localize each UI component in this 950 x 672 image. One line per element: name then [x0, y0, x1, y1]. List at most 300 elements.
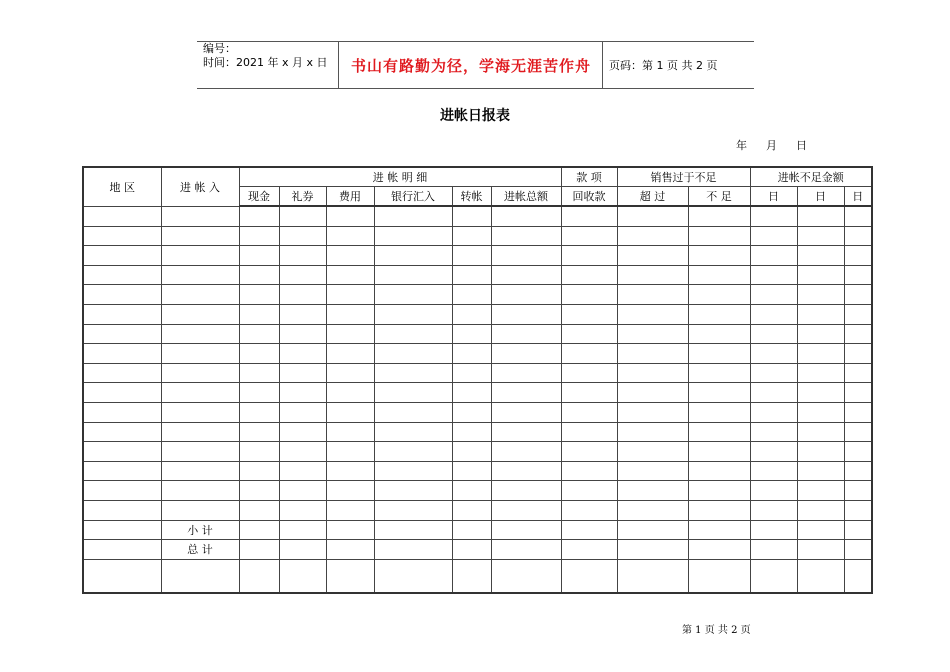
table-row: [83, 344, 872, 364]
table-cell[interactable]: [561, 285, 617, 305]
table-cell[interactable]: [326, 344, 374, 364]
table-cell[interactable]: [239, 206, 279, 226]
table-cell[interactable]: [83, 442, 161, 462]
table-cell[interactable]: [844, 422, 872, 442]
table-cell[interactable]: [750, 422, 797, 442]
table-cell[interactable]: [750, 285, 797, 305]
table-cell[interactable]: [561, 402, 617, 422]
table-cell[interactable]: [326, 540, 374, 560]
table-cell[interactable]: [452, 481, 491, 501]
table-cell[interactable]: [279, 304, 326, 324]
table-cell[interactable]: [452, 383, 491, 403]
col-expense: 费用: [326, 187, 374, 207]
date-month: 月: [766, 139, 777, 152]
table-cell[interactable]: [750, 442, 797, 462]
table-cell[interactable]: [374, 226, 452, 246]
table-cell[interactable]: [797, 206, 844, 226]
table-cell[interactable]: [617, 383, 688, 403]
table-row: [83, 324, 872, 344]
table-cell[interactable]: [452, 285, 491, 305]
table-cell[interactable]: [452, 500, 491, 520]
table-cell[interactable]: [750, 265, 797, 285]
table-cell[interactable]: [561, 461, 617, 481]
table-cell[interactable]: [844, 265, 872, 285]
table-cell[interactable]: [688, 402, 750, 422]
table-cell[interactable]: [688, 383, 750, 403]
table-cell[interactable]: [326, 520, 374, 540]
table-cell[interactable]: [491, 540, 561, 560]
table-cell[interactable]: [797, 540, 844, 560]
table-cell[interactable]: [374, 206, 452, 226]
table-cell[interactable]: [239, 304, 279, 324]
table-cell[interactable]: [279, 324, 326, 344]
table-cell[interactable]: [750, 344, 797, 364]
table-cell[interactable]: [326, 481, 374, 501]
table-cell[interactable]: [279, 402, 326, 422]
table-cell[interactable]: [374, 500, 452, 520]
table-cell[interactable]: [161, 246, 239, 266]
table-cell[interactable]: [617, 344, 688, 364]
table-cell[interactable]: [797, 265, 844, 285]
table-cell[interactable]: [750, 481, 797, 501]
table-cell[interactable]: [617, 540, 688, 560]
table-cell[interactable]: [326, 363, 374, 383]
table-cell[interactable]: [750, 363, 797, 383]
header-bottom-rule: [197, 88, 754, 89]
table-cell[interactable]: [750, 559, 797, 593]
col-collection: 回收款: [561, 187, 617, 207]
col-bank: 银行汇入: [374, 187, 452, 207]
page-info: 页码：第 1 页 共 2 页: [609, 59, 718, 72]
table-cell[interactable]: [452, 304, 491, 324]
col-coupon: 礼券: [279, 187, 326, 207]
table-cell[interactable]: [561, 246, 617, 266]
table-cell[interactable]: [374, 540, 452, 560]
table-cell[interactable]: [239, 226, 279, 246]
table-cell[interactable]: [491, 500, 561, 520]
table-cell[interactable]: [561, 422, 617, 442]
table-cell[interactable]: [83, 461, 161, 481]
table-cell[interactable]: [326, 226, 374, 246]
table-cell[interactable]: [797, 520, 844, 540]
col-total: 进帐总额: [491, 187, 561, 207]
table-cell[interactable]: [844, 304, 872, 324]
table-cell[interactable]: [617, 402, 688, 422]
table-cell[interactable]: [797, 304, 844, 324]
table-cell[interactable]: [239, 422, 279, 442]
table-cell[interactable]: [491, 304, 561, 324]
table-cell[interactable]: [617, 461, 688, 481]
table-cell[interactable]: [797, 500, 844, 520]
table-cell[interactable]: [797, 246, 844, 266]
table-cell[interactable]: [279, 226, 326, 246]
table-cell[interactable]: [161, 500, 239, 520]
table-cell[interactable]: [561, 226, 617, 246]
table-cell[interactable]: [688, 265, 750, 285]
table-cell[interactable]: [491, 246, 561, 266]
table-cell[interactable]: [688, 324, 750, 344]
table-cell[interactable]: [844, 324, 872, 344]
table-cell[interactable]: [452, 226, 491, 246]
table-cell[interactable]: [239, 265, 279, 285]
table-cell[interactable]: [279, 559, 326, 593]
table-row: [83, 206, 872, 226]
table-cell[interactable]: [561, 324, 617, 344]
table-cell[interactable]: [491, 422, 561, 442]
table-cell[interactable]: [561, 481, 617, 501]
table-row: [83, 285, 872, 305]
table-cell[interactable]: [83, 324, 161, 344]
table-cell[interactable]: [83, 422, 161, 442]
date-year: 年: [736, 139, 747, 152]
table-cell[interactable]: [688, 206, 750, 226]
table-cell[interactable]: [491, 344, 561, 364]
table-cell[interactable]: [239, 363, 279, 383]
table-cell[interactable]: [326, 402, 374, 422]
table-cell[interactable]: [374, 559, 452, 593]
table-cell[interactable]: [83, 246, 161, 266]
table-cell[interactable]: [161, 324, 239, 344]
table-cell[interactable]: [617, 422, 688, 442]
table-row: [83, 520, 872, 540]
table-cell[interactable]: [326, 442, 374, 462]
table-cell[interactable]: [491, 226, 561, 246]
table-cell[interactable]: [326, 285, 374, 305]
table-cell[interactable]: [161, 442, 239, 462]
table-cell[interactable]: [491, 265, 561, 285]
col-shortfall: 进帐不足金额: [750, 167, 872, 187]
table-cell[interactable]: [374, 265, 452, 285]
table-cell[interactable]: [491, 285, 561, 305]
table-cell[interactable]: [161, 422, 239, 442]
table-cell[interactable]: [83, 206, 161, 226]
table-cell[interactable]: [844, 540, 872, 560]
table-cell[interactable]: [797, 344, 844, 364]
table-cell[interactable]: [617, 520, 688, 540]
table-cell[interactable]: [374, 324, 452, 344]
table-cell[interactable]: [688, 442, 750, 462]
table-cell[interactable]: [374, 481, 452, 501]
table-cell[interactable]: [688, 422, 750, 442]
table-cell[interactable]: [452, 461, 491, 481]
table-cell[interactable]: [161, 226, 239, 246]
table-cell[interactable]: [688, 226, 750, 246]
table-cell[interactable]: [491, 402, 561, 422]
table-cell[interactable]: [750, 226, 797, 246]
table-cell[interactable]: [617, 246, 688, 266]
table-cell[interactable]: [239, 500, 279, 520]
table-cell[interactable]: [750, 540, 797, 560]
table-cell[interactable]: [844, 206, 872, 226]
table-cell[interactable]: [617, 265, 688, 285]
table-cell[interactable]: [279, 520, 326, 540]
table-cell[interactable]: [452, 559, 491, 593]
table-cell[interactable]: [83, 500, 161, 520]
table-cell[interactable]: [844, 402, 872, 422]
table-cell[interactable]: [617, 285, 688, 305]
table-cell[interactable]: [374, 383, 452, 403]
col-payment: 款 项: [561, 167, 617, 187]
table-cell[interactable]: [374, 246, 452, 266]
table-cell[interactable]: [374, 304, 452, 324]
table-cell[interactable]: [452, 344, 491, 364]
table-cell[interactable]: [688, 246, 750, 266]
table-row: [83, 540, 872, 560]
table-cell[interactable]: [279, 265, 326, 285]
table-cell[interactable]: [491, 442, 561, 462]
table-row: [83, 442, 872, 462]
table-cell[interactable]: [617, 324, 688, 344]
table-cell[interactable]: [326, 383, 374, 403]
table-cell[interactable]: [374, 520, 452, 540]
table-cell[interactable]: [279, 540, 326, 560]
table-cell[interactable]: [83, 304, 161, 324]
header-top-rule: [197, 41, 754, 42]
motto: 书山有路勤为径，学海无涯苦作舟: [350, 57, 591, 75]
table-cell[interactable]: [374, 461, 452, 481]
table-cell[interactable]: [844, 500, 872, 520]
table-cell[interactable]: [279, 285, 326, 305]
date-day: 日: [796, 139, 807, 152]
table-row: [83, 304, 872, 324]
table-cell[interactable]: [491, 363, 561, 383]
table-cell[interactable]: [750, 461, 797, 481]
table-cell[interactable]: [279, 481, 326, 501]
table-cell[interactable]: [750, 206, 797, 226]
table-cell[interactable]: [452, 402, 491, 422]
table-cell[interactable]: [561, 363, 617, 383]
table-cell[interactable]: [83, 383, 161, 403]
table-row: [83, 246, 872, 266]
table-cell[interactable]: [326, 559, 374, 593]
table-cell[interactable]: [239, 461, 279, 481]
table-cell[interactable]: [239, 246, 279, 266]
table-cell[interactable]: [797, 363, 844, 383]
table-row: [83, 363, 872, 383]
time-label: 时间：2021 年 x 月 x 日: [203, 56, 328, 69]
table-cell[interactable]: [491, 520, 561, 540]
table-cell[interactable]: [844, 226, 872, 246]
table-cell[interactable]: [688, 520, 750, 540]
table-cell[interactable]: [797, 422, 844, 442]
table-cell[interactable]: [750, 246, 797, 266]
table-cell[interactable]: [239, 442, 279, 462]
table-cell[interactable]: [452, 520, 491, 540]
table-cell[interactable]: [161, 206, 239, 226]
grand-total-label: 总 计: [161, 540, 239, 560]
table-cell[interactable]: [617, 559, 688, 593]
table-cell[interactable]: [688, 344, 750, 364]
table-cell[interactable]: [491, 461, 561, 481]
table-cell[interactable]: [83, 402, 161, 422]
table-cell[interactable]: [561, 344, 617, 364]
table-cell[interactable]: [844, 559, 872, 593]
table-cell[interactable]: [374, 285, 452, 305]
table-cell[interactable]: [617, 363, 688, 383]
table-cell[interactable]: [797, 226, 844, 246]
table-cell[interactable]: [452, 540, 491, 560]
table-cell[interactable]: [797, 461, 844, 481]
table-cell[interactable]: [797, 285, 844, 305]
table-cell[interactable]: [797, 481, 844, 501]
table-cell[interactable]: [326, 324, 374, 344]
table-cell[interactable]: [688, 500, 750, 520]
table-cell[interactable]: [844, 461, 872, 481]
table-cell[interactable]: [161, 559, 239, 593]
table-cell[interactable]: [561, 520, 617, 540]
table-cell[interactable]: [452, 246, 491, 266]
table-cell[interactable]: [688, 285, 750, 305]
table-cell[interactable]: [844, 363, 872, 383]
table-cell[interactable]: [797, 402, 844, 422]
table-cell[interactable]: [797, 442, 844, 462]
table-cell[interactable]: [161, 304, 239, 324]
table-cell[interactable]: [452, 442, 491, 462]
table-cell[interactable]: [279, 442, 326, 462]
table-cell[interactable]: [279, 206, 326, 226]
table-cell[interactable]: [161, 265, 239, 285]
table-cell[interactable]: [561, 304, 617, 324]
table-cell[interactable]: [617, 442, 688, 462]
table-cell[interactable]: [239, 540, 279, 560]
table-cell[interactable]: [279, 246, 326, 266]
table-cell[interactable]: [326, 206, 374, 226]
table-cell[interactable]: [161, 383, 239, 403]
table-cell[interactable]: [561, 540, 617, 560]
col-short: 不 足: [688, 187, 750, 207]
table-cell[interactable]: [326, 304, 374, 324]
table-cell[interactable]: [688, 363, 750, 383]
col-over: 超 过: [617, 187, 688, 207]
table-cell[interactable]: [844, 246, 872, 266]
table-cell[interactable]: [83, 265, 161, 285]
table-body: [83, 206, 872, 593]
table-cell[interactable]: [279, 461, 326, 481]
table-cell[interactable]: [83, 559, 161, 593]
table-cell[interactable]: [83, 520, 161, 540]
col-detail: 进 帐 明 细: [239, 167, 561, 187]
table-cell[interactable]: [561, 206, 617, 226]
table-cell[interactable]: [161, 402, 239, 422]
table-cell[interactable]: [161, 285, 239, 305]
table-cell[interactable]: [83, 363, 161, 383]
table-cell[interactable]: [83, 285, 161, 305]
table-cell[interactable]: [561, 500, 617, 520]
table-cell[interactable]: [844, 442, 872, 462]
table-cell[interactable]: [279, 344, 326, 364]
table-cell[interactable]: [491, 206, 561, 226]
table-cell[interactable]: [161, 481, 239, 501]
table-cell[interactable]: [239, 520, 279, 540]
table-cell[interactable]: [83, 226, 161, 246]
table-cell[interactable]: [326, 422, 374, 442]
table-cell[interactable]: [326, 461, 374, 481]
table-cell[interactable]: [688, 461, 750, 481]
table-cell[interactable]: [83, 344, 161, 364]
table-cell[interactable]: [561, 383, 617, 403]
table-row: [83, 265, 872, 285]
table-cell[interactable]: [452, 206, 491, 226]
table-cell[interactable]: [750, 402, 797, 422]
table-cell[interactable]: [491, 324, 561, 344]
table-row: [83, 500, 872, 520]
table-cell[interactable]: [750, 324, 797, 344]
table-cell[interactable]: [750, 520, 797, 540]
col-day-2: 日: [797, 187, 844, 207]
table-cell[interactable]: [326, 500, 374, 520]
table-cell[interactable]: [561, 265, 617, 285]
table-cell[interactable]: [452, 324, 491, 344]
table-cell[interactable]: [750, 383, 797, 403]
table-cell[interactable]: [239, 344, 279, 364]
table-cell[interactable]: [83, 481, 161, 501]
table-cell[interactable]: [374, 363, 452, 383]
table-cell[interactable]: [326, 265, 374, 285]
report-title: 进帐日报表: [440, 108, 510, 124]
table-cell[interactable]: [326, 246, 374, 266]
table-cell[interactable]: [617, 481, 688, 501]
table-cell[interactable]: [617, 226, 688, 246]
table-cell[interactable]: [844, 344, 872, 364]
table-cell[interactable]: [452, 422, 491, 442]
table-cell[interactable]: [374, 344, 452, 364]
table-cell[interactable]: [491, 383, 561, 403]
table-cell[interactable]: [688, 304, 750, 324]
table-cell[interactable]: [161, 344, 239, 364]
table-cell[interactable]: [617, 206, 688, 226]
table-cell[interactable]: [617, 500, 688, 520]
table-cell[interactable]: [279, 383, 326, 403]
table-cell[interactable]: [279, 363, 326, 383]
table-cell[interactable]: [161, 461, 239, 481]
table-cell[interactable]: [374, 402, 452, 422]
table-cell[interactable]: [239, 285, 279, 305]
table-cell[interactable]: [239, 324, 279, 344]
table-cell[interactable]: [491, 559, 561, 593]
table-cell[interactable]: [83, 540, 161, 560]
table-cell[interactable]: [844, 285, 872, 305]
table-cell[interactable]: [239, 481, 279, 501]
table-cell[interactable]: [279, 422, 326, 442]
table-cell[interactable]: [688, 481, 750, 501]
table-cell[interactable]: [561, 559, 617, 593]
table-cell[interactable]: [161, 363, 239, 383]
table-cell[interactable]: [750, 500, 797, 520]
table-cell[interactable]: [239, 402, 279, 422]
table-cell[interactable]: [688, 559, 750, 593]
table-row: [83, 226, 872, 246]
table-cell[interactable]: [750, 304, 797, 324]
table-cell[interactable]: [374, 442, 452, 462]
table-cell[interactable]: [797, 559, 844, 593]
table-cell[interactable]: [797, 324, 844, 344]
table-cell[interactable]: [617, 304, 688, 324]
table-cell[interactable]: [844, 481, 872, 501]
header-divider-right: [602, 41, 603, 88]
table-cell[interactable]: [239, 383, 279, 403]
table-cell[interactable]: [452, 265, 491, 285]
table-cell[interactable]: [491, 481, 561, 501]
table-cell[interactable]: [688, 540, 750, 560]
table-cell[interactable]: [561, 442, 617, 462]
table-cell[interactable]: [374, 422, 452, 442]
table-cell[interactable]: [452, 363, 491, 383]
table-cell[interactable]: [844, 520, 872, 540]
table-cell[interactable]: [279, 500, 326, 520]
table-cell[interactable]: [797, 383, 844, 403]
table-cell[interactable]: [844, 383, 872, 403]
table-cell[interactable]: [239, 559, 279, 593]
